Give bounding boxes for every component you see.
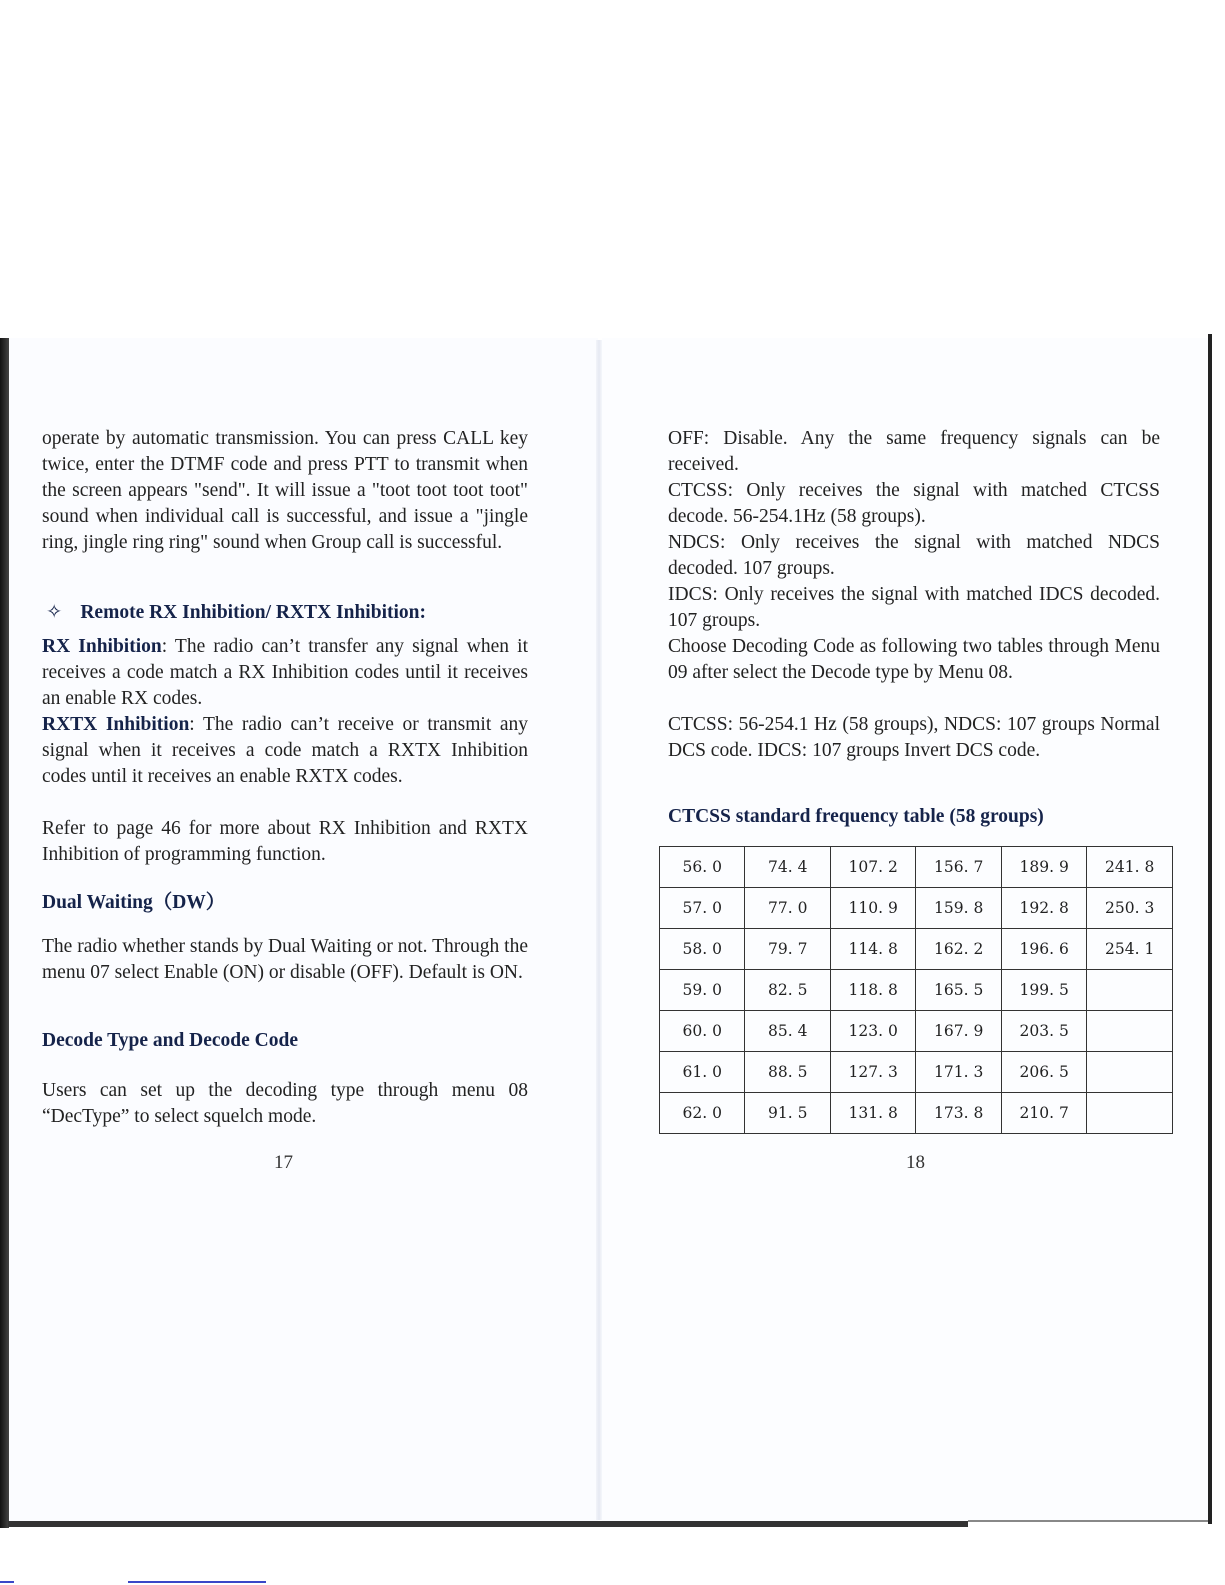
table-cell: 156. 7 [916, 847, 1001, 888]
table-cell: 118. 8 [830, 970, 915, 1011]
dual-waiting-paragraph: The radio whether stands by Dual Waiting or not. Through the menu 07 select Enable (ON) or disable (OFF). Default is ON. [42, 936, 528, 983]
table-cell: 114. 8 [830, 929, 915, 970]
table-row [660, 1093, 1173, 1134]
table-cell [1087, 1052, 1173, 1093]
table-cell: 159. 8 [916, 888, 1001, 929]
table-cell: 79. 7 [745, 929, 830, 970]
table-cell: 57. 0 [660, 888, 745, 929]
table-cell: 59. 0 [660, 970, 745, 1011]
table-cell: 60. 0 [660, 1011, 745, 1052]
dual-waiting-heading: Dual Waiting（DW） [42, 892, 226, 913]
table-cell: 88. 5 [745, 1052, 830, 1093]
table-cell: 56. 0 [660, 847, 745, 888]
ctcss-table-title: CTCSS standard frequency table (58 groups) [668, 806, 1044, 827]
table-cell [1087, 970, 1173, 1011]
table-row [660, 929, 1173, 970]
choose-paragraph: Choose Decoding Code as following two tables through Menu 09 after select the Decode type by Menu 08. [668, 636, 1160, 683]
table-cell: 241. 8 [1087, 847, 1173, 888]
table-row [660, 1011, 1173, 1052]
table-cell: 123. 0 [830, 1011, 915, 1052]
decode-type-paragraph: Users can set up the decoding type through menu 08 “DecType” to select squelch mode. [42, 1080, 528, 1127]
table-row [660, 847, 1173, 888]
right-page-edge [1208, 334, 1212, 1524]
idcs-paragraph: IDCS: Only receives the signal with matched IDCS decoded. 107 groups. [668, 584, 1160, 631]
bullet-icon: ✧ [46, 602, 63, 623]
table-cell: 171. 3 [916, 1052, 1001, 1093]
ctcss-frequency-table [659, 846, 1173, 1134]
table-cell [1087, 1011, 1173, 1052]
table-row [660, 970, 1173, 1011]
summary-paragraph: CTCSS: 56-254.1 Hz (58 groups), NDCS: 107 groups Normal DCS code. IDCS: 107 groups Invert DCS code. [668, 714, 1160, 761]
table-cell: 162. 2 [916, 929, 1001, 970]
table-cell: 203. 5 [1001, 1011, 1086, 1052]
rxtx-inhibition-text: : The radio can’t receive or transmit any signal when it receives a code match a RXTX Inhibition codes until it receives an enable RXTX codes. [42, 714, 528, 787]
bottom-scan-edge-right [968, 1520, 1208, 1522]
rx-inhibition-text: : The radio can’t transfer any signal when it receives a code match a RX Inhibition codes until it receives an enable RX codes. [42, 636, 528, 709]
rx-inhibition-paragraph [42, 634, 528, 712]
scan-mark-left [0, 1581, 14, 1583]
table-cell: 131. 8 [830, 1093, 915, 1134]
table-cell: 254. 1 [1087, 929, 1173, 970]
table-row [660, 1052, 1173, 1093]
table-cell: 192. 8 [1001, 888, 1086, 929]
table-cell: 196. 6 [1001, 929, 1086, 970]
ctcss-paragraph: CTCSS: Only receives the signal with matched CTCSS decode. 56-254.1Hz (58 groups). [668, 480, 1160, 527]
left-page-edge [0, 338, 9, 1528]
table-cell: 165. 5 [916, 970, 1001, 1011]
table-row [660, 888, 1173, 929]
rxtx-inhibition-label: RXTX Inhibition [42, 714, 190, 735]
table-cell: 210. 7 [1001, 1093, 1086, 1134]
refer-paragraph: Refer to page 46 for more about RX Inhibition and RXTX Inhibition of programming function. [42, 818, 528, 865]
table-cell: 107. 2 [830, 847, 915, 888]
table-cell: 58. 0 [660, 929, 745, 970]
dtmf-call-paragraph: operate by automatic transmission. You can press CALL key twice, enter the DTMF code and press PTT to transmit when the screen appears "send". It will issue a "toot toot toot toot" sound when individual call is successful, and issue a "jingle ring, jingle ring ring" sound when Group call is successful. [42, 428, 528, 553]
table-cell: 127. 3 [830, 1052, 915, 1093]
table-cell: 61. 0 [660, 1052, 745, 1093]
remote-inhibition-heading [46, 600, 426, 624]
table-cell: 199. 5 [1001, 970, 1086, 1011]
off-paragraph: OFF: Disable. Any the same frequency signals can be received. [668, 428, 1160, 475]
table-cell: 85. 4 [745, 1011, 830, 1052]
table-cell: 91. 5 [745, 1093, 830, 1134]
scan-mark [128, 1581, 266, 1583]
table-cell: 167. 9 [916, 1011, 1001, 1052]
page-number-right: 18 [906, 1152, 925, 1173]
rx-inhibition-label: RX Inhibition [42, 636, 162, 657]
ndcs-paragraph: NDCS: Only receives the signal with matched NDCS decoded. 107 groups. [668, 532, 1160, 579]
rxtx-inhibition-paragraph [42, 712, 528, 790]
decode-type-heading: Decode Type and Decode Code [42, 1030, 299, 1051]
table-cell: 82. 5 [745, 970, 830, 1011]
page-number-left: 17 [274, 1152, 293, 1173]
table-cell: 206. 5 [1001, 1052, 1086, 1093]
table-cell: 62. 0 [660, 1093, 745, 1134]
table-cell: 110. 9 [830, 888, 915, 929]
book-gutter [596, 340, 602, 1520]
table-cell: 250. 3 [1087, 888, 1173, 929]
table-cell [1087, 1093, 1173, 1134]
table-cell: 74. 4 [745, 847, 830, 888]
table-cell: 173. 8 [916, 1093, 1001, 1134]
remote-heading-text: Remote RX Inhibition/ RXTX Inhibition: [80, 602, 426, 623]
table-cell: 189. 9 [1001, 847, 1086, 888]
bottom-scan-edge [8, 1521, 968, 1527]
table-cell: 77. 0 [745, 888, 830, 929]
